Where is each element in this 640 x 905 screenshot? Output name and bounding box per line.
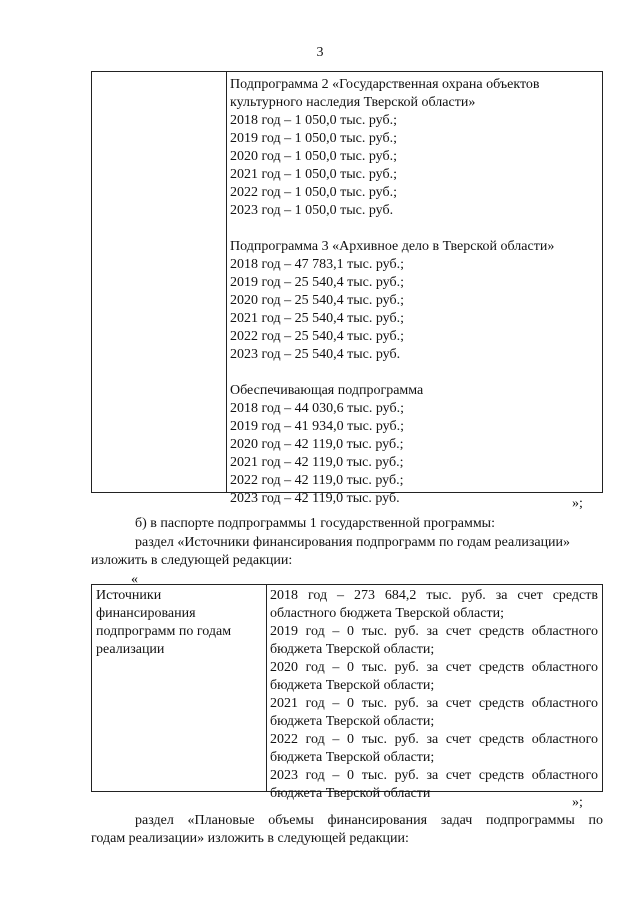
subprogram-2-block: [230, 76, 598, 220]
text-line: финансирования: [96, 606, 196, 621]
text-line: 2021 год – 25 540,4 тыс. руб.;: [230, 311, 404, 326]
text-line: Подпрограмма 3 «Архивное дело в Тверской области»: [230, 239, 555, 254]
funding-sources-table: [91, 584, 603, 801]
text-line: 2021 год – 42 119,0 тыс. руб.;: [230, 455, 404, 470]
text-line: 2022 год – 25 540,4 тыс. руб.;: [230, 329, 404, 344]
text-line: бюджета Тверской области;: [270, 642, 435, 657]
text-line: 2023 год – 0 тыс. руб. за счет средств областного: [270, 768, 598, 783]
text-line: Подпрограмма 2 «Государственная охрана объектов: [230, 77, 540, 92]
text-line: 2023 год – 1 050,0 тыс. руб.: [230, 203, 394, 218]
funding-table-subprograms: [91, 71, 603, 506]
text-line: 2018 год – 47 783,1 тыс. руб.;: [230, 257, 404, 272]
closing-quote: »;: [572, 496, 583, 511]
table-label-cell: [96, 587, 261, 659]
text-line: 2020 год – 42 119,0 тыс. руб.;: [230, 437, 404, 452]
text-line: 2019 год – 1 050,0 тыс. руб.;: [230, 131, 397, 146]
text-line: 2021 год – 0 тыс. руб. за счет средств областного: [270, 696, 598, 711]
text-line: областного бюджета Тверской области;: [270, 606, 504, 621]
text-line: 2019 год – 25 540,4 тыс. руб.;: [230, 275, 404, 290]
text-line: Обеспечивающая подпрограмма: [230, 383, 424, 398]
text-line: 2022 год – 1 050,0 тыс. руб.;: [230, 185, 397, 200]
text-line: Источники: [96, 588, 162, 603]
table-right-cell: [230, 76, 598, 508]
text-line: бюджета Тверской области;: [270, 750, 435, 765]
table-value-cell: [270, 587, 598, 803]
text-line: культурного наследия Тверской области»: [230, 95, 476, 110]
text-line: 2020 год – 25 540,4 тыс. руб.;: [230, 293, 404, 308]
text-line: 2022 год – 0 тыс. руб. за счет средств областного: [270, 732, 598, 747]
opening-quote: «: [131, 572, 138, 587]
subprogram-3-block: [230, 238, 598, 364]
text-line: 2018 год – 273 684,2 тыс. руб. за счет средств: [270, 588, 598, 603]
text-line: бюджета Тверской области;: [270, 678, 435, 693]
text-line: 2020 год – 1 050,0 тыс. руб.;: [230, 149, 397, 164]
text-line: бюджета Тверской области: [270, 786, 431, 801]
text-line: подпрограмм по годам: [96, 624, 232, 639]
paragraph-restate: изложить в следующей редакции:: [91, 553, 293, 568]
text-line: реализации: [96, 642, 165, 657]
text-line: 2021 год – 1 050,0 тыс. руб.;: [230, 167, 397, 182]
text-line: бюджета Тверской области;: [270, 714, 435, 729]
page-number: 3: [316, 45, 324, 60]
paragraph-section-sources: раздел «Источники финансирования подпрограмм по годам реализации»: [135, 535, 571, 550]
supporting-subprogram-block: [230, 382, 598, 508]
paragraph-section-planned: раздел «Плановые объемы финансирования задач подпрограммы по: [135, 813, 603, 828]
text-line: 2018 год – 44 030,6 тыс. руб.;: [230, 401, 404, 416]
table-column-divider: [226, 72, 227, 492]
text-line: 2023 год – 42 119,0 тыс. руб.: [230, 491, 400, 506]
text-line: 2019 год – 0 тыс. руб. за счет средств областного: [270, 624, 598, 639]
paragraph-b: б) в паспорте подпрограммы 1 государственной программы:: [135, 516, 495, 531]
text-line: 2020 год – 0 тыс. руб. за счет средств областного: [270, 660, 598, 675]
text-line: 2022 год – 42 119,0 тыс. руб.;: [230, 473, 404, 488]
text-line: 2019 год – 41 934,0 тыс. руб.;: [230, 419, 404, 434]
text-line: 2023 год – 25 540,4 тыс. руб.: [230, 347, 401, 362]
closing-quote: »;: [572, 795, 583, 810]
table-column-divider: [266, 585, 267, 791]
paragraph-restate: годам реализации» изложить в следующей редакции:: [91, 831, 409, 846]
text-line: 2018 год – 1 050,0 тыс. руб.;: [230, 113, 397, 128]
